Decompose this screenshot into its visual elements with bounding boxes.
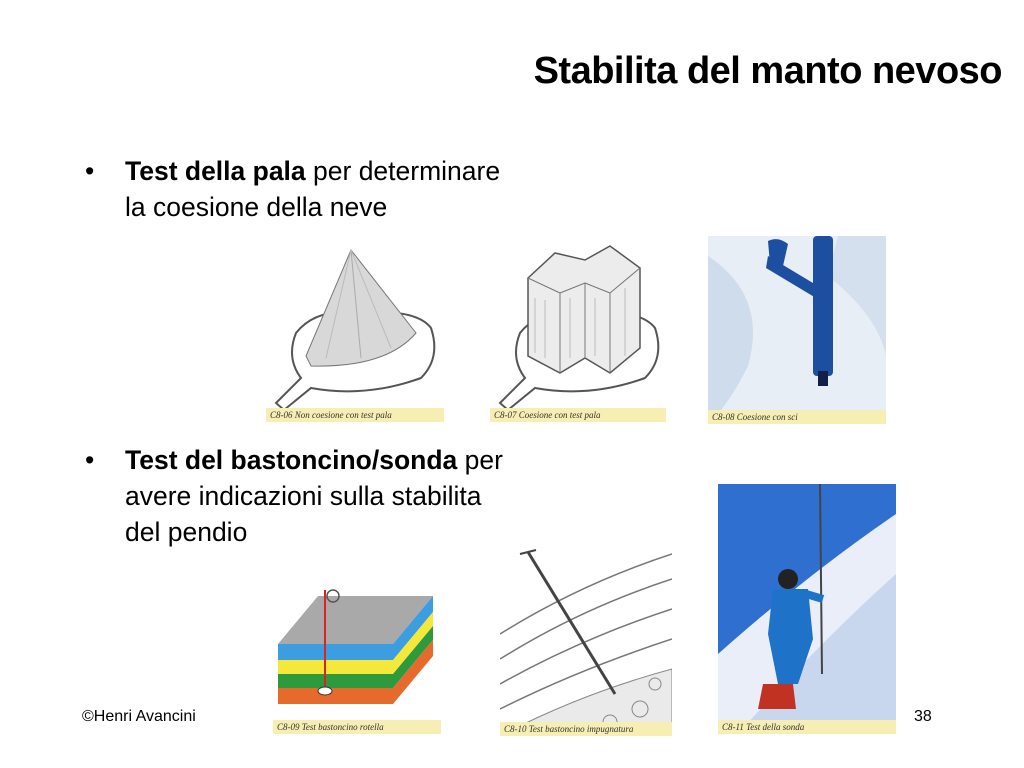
bullet-text: del pendio	[125, 517, 248, 547]
bullet-shovel-test	[85, 153, 645, 225]
slide-title: Stabilita del manto nevoso	[533, 50, 1002, 92]
figure-caption: C8-07 Coesione con test pala	[490, 408, 666, 422]
pole-layers-figure	[500, 544, 672, 736]
ski-in-snow-photo-icon	[708, 236, 886, 424]
figure-caption: C8-10 Test bastoncino impugnatura	[500, 722, 672, 736]
figure-caption: C8-08 Coesione con sci	[708, 410, 886, 424]
snow-block-on-shovel-icon	[490, 238, 666, 422]
layered-snowpack-figure	[273, 586, 441, 734]
snow-pile-on-shovel-icon	[266, 238, 444, 422]
bullet-pole-test	[85, 442, 645, 550]
climber-probe-figure	[718, 484, 896, 734]
figure-caption: C8-11 Test della sonda	[718, 720, 896, 734]
bullet-dot: •	[85, 156, 95, 186]
pole-through-layers-icon	[500, 544, 672, 736]
ski-photo-figure	[708, 236, 886, 424]
footer-author: ©Henri Avancini	[82, 708, 196, 725]
bullet-text: avere indicazioni sulla stabilita	[125, 481, 482, 511]
bullet-text: la coesione della neve	[125, 192, 388, 222]
figure-caption: C8-06 Non coesione con test pala	[266, 408, 444, 422]
figure-caption: C8-09 Test bastoncino rotella	[273, 720, 441, 734]
page-number: 38	[914, 708, 932, 725]
bullet-bold: Test della pala	[125, 156, 306, 186]
bullet-text: per determinare	[305, 156, 501, 186]
layered-snowpack-block-icon	[273, 586, 441, 734]
snow-pile-shovel-figure	[266, 238, 444, 422]
climber-probe-photo-icon	[718, 484, 896, 734]
snow-block-shovel-figure	[490, 238, 666, 422]
bullet-text: per	[457, 445, 503, 475]
bullet-dot: •	[85, 445, 95, 475]
bullet-bold: Test del bastoncino/sonda	[125, 445, 458, 475]
